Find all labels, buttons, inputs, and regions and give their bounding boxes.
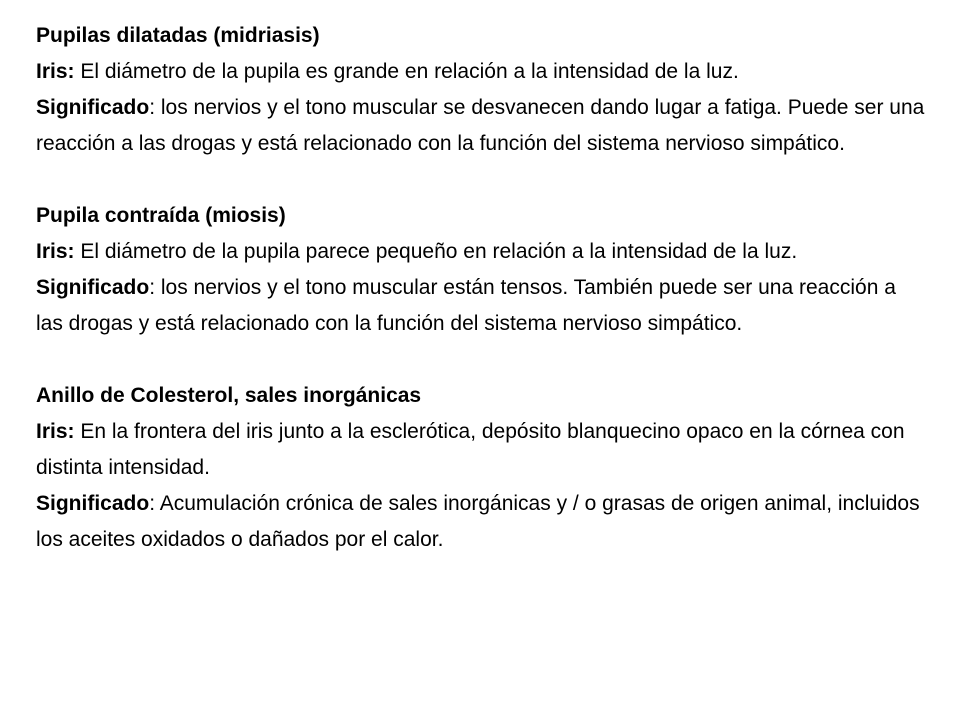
section-dilated-pupils: [36, 18, 926, 162]
section-heading: Pupila contraída (miosis): [36, 204, 286, 227]
meaning-text: : Acumulación crónica de sales inorgánicas y / o grasas de origen animal, incluidos los aceites oxidados o dañados por el calor.: [36, 492, 920, 551]
iris-label: Iris:: [36, 60, 75, 83]
meaning-paragraph: [36, 90, 926, 162]
meaning-text: : los nervios y el tono muscular están tensos. También puede ser una reacción a las drogas y está relacionado con la función del sistema nervioso simpático.: [36, 276, 896, 335]
section-heading: Anillo de Colesterol, sales inorgánicas: [36, 384, 422, 407]
iris-text: En la frontera del iris junto a la esclerótica, depósito blanquecino opaco en la córnea con distinta intensidad.: [36, 420, 905, 479]
iris-label: Iris:: [36, 240, 75, 263]
iris-paragraph: [36, 54, 926, 90]
document-body: [36, 18, 926, 558]
iris-label: Iris:: [36, 420, 75, 443]
meaning-label: Significado: [36, 492, 150, 515]
meaning-label: Significado: [36, 96, 150, 119]
section-contracted-pupil: [36, 198, 926, 342]
iris-paragraph: [36, 414, 926, 486]
iris-text: El diámetro de la pupila parece pequeño en relación a la intensidad de la luz.: [74, 240, 798, 263]
meaning-paragraph: [36, 486, 926, 558]
meaning-paragraph: [36, 270, 926, 342]
section-heading: Pupilas dilatadas (midriasis): [36, 24, 320, 47]
meaning-text: : los nervios y el tono muscular se desvanecen dando lugar a fatiga. Puede ser una reacción a las drogas y está relacionado con la función del sistema nervioso simpático.: [36, 96, 925, 155]
iris-paragraph: [36, 234, 926, 270]
meaning-label: Significado: [36, 276, 150, 299]
section-cholesterol-ring: [36, 378, 926, 558]
iris-text: El diámetro de la pupila es grande en relación a la intensidad de la luz.: [74, 60, 739, 83]
